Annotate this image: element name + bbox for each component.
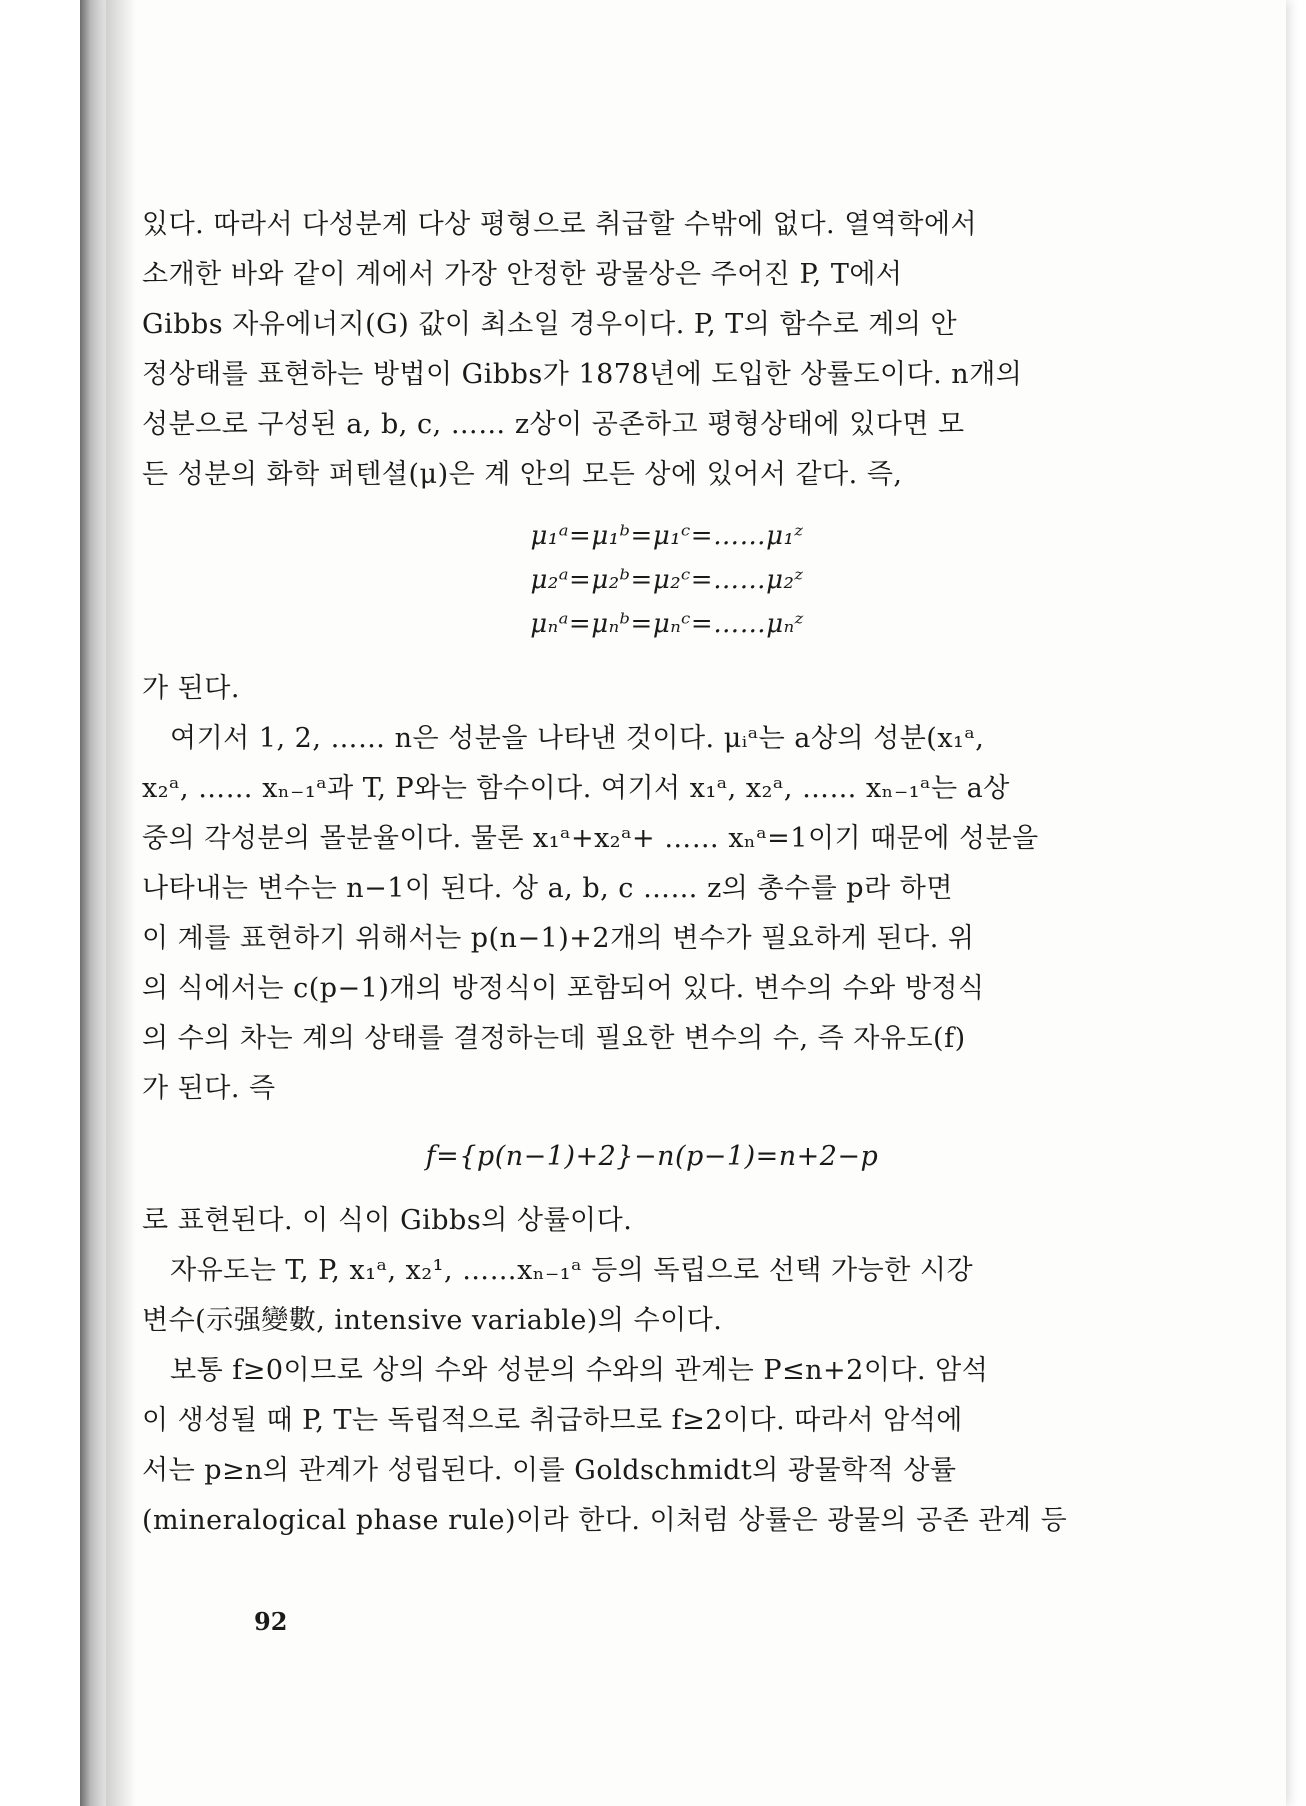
equation-line: μ₁ᵃ=μ₁ᵇ=μ₁ᶜ=……μ₁ᶻ (530, 521, 804, 551)
text-line: 정상태를 표현하는 방법이 Gibbs가 1878년에 도입한 상률도이다. n개의 (142, 359, 1023, 390)
text-line: 자유도는 T, P, x₁ᵃ, x₂¹, ……xₙ₋₁ᵃ 등의 독립으로 선택 가능한 시강 (170, 1255, 974, 1286)
phase-rule-equation: f={p(n−1)+2}−n(p−1)=n+2−p (425, 1141, 879, 1172)
page-gutter-shade (106, 0, 136, 1806)
text-line: 여기서 1, 2, …… n은 성분을 나타낸 것이다. μᵢᵃ는 a상의 성분(x₁ᵃ, (170, 723, 985, 754)
text-line: x₂ᵃ, …… xₙ₋₁ᵃ과 T, P와는 함수이다. 여기서 x₁ᵃ, x₂ᵃ, …… xₙ₋₁ᵃ는 a상 (142, 773, 1010, 804)
text-line: 이 계를 표현하기 위해서는 p(n−1)+2개의 변수가 필요하게 된다. 위 (142, 923, 975, 954)
text-line: 소개한 바와 같이 계에서 가장 안정한 광물상은 주어진 P, T에서 (142, 259, 903, 290)
text-line: 있다. 따라서 다성분계 다상 평형으로 취급할 수밖에 없다. 열역학에서 (142, 209, 978, 240)
text-line: 의 식에서는 c(p−1)개의 방정식이 포함되어 있다. 변수의 수와 방정식 (142, 973, 985, 1004)
equation-line: μₙᵃ=μₙᵇ=μₙᶜ=……μₙᶻ (530, 609, 804, 639)
book-spine (80, 0, 106, 1806)
page-number: 92 (254, 1607, 288, 1636)
paragraph-1 (142, 200, 1162, 500)
paragraph-3: 로 표현된다. 이 식이 Gibbs의 상률이다. (142, 1205, 633, 1236)
page-body (142, 200, 1162, 1546)
text-line: 의 수의 차는 계의 상태를 결정하는데 필요한 변수의 수, 즉 자유도(f) (142, 1023, 966, 1054)
text-line: 든 성분의 화학 퍼텐셜(μ)은 계 안의 모든 상에 있어서 같다. 즉, (142, 459, 903, 490)
paragraph-4 (142, 1246, 1162, 1346)
paragraph-2 (142, 714, 1162, 1114)
equation-line: μ₂ᵃ=μ₂ᵇ=μ₂ᶜ=……μ₂ᶻ (530, 565, 804, 595)
text-line: 변수(示强變數, intensive variable)의 수이다. (142, 1305, 723, 1336)
text-line: 중의 각성분의 몰분율이다. 물론 x₁ᵃ+x₂ᵃ+ …… xₙᵃ=1이기 때문에 성분을 (142, 823, 1039, 854)
text-line: 보통 f≥0이므로 상의 수와 성분의 수와의 관계는 P≤n+2이다. 암석 (170, 1355, 989, 1386)
text-line: 성분으로 구성된 a, b, c, …… z상이 공존하고 평형상태에 있다면 모 (142, 409, 965, 440)
text-line: 가 된다. (142, 673, 240, 704)
text-line: (mineralogical phase rule)이라 한다. 이처럼 상률은 광물의 공존 관계 등 (142, 1505, 1068, 1536)
text-line: 나타내는 변수는 n−1이 된다. 상 a, b, c …… z의 총수를 p라 하면 (142, 873, 953, 904)
chemical-potential-equations (142, 514, 1162, 646)
paragraph-5 (142, 1346, 1162, 1546)
text-line: 서는 p≥n의 관계가 성립된다. 이를 Goldschmidt의 광물학적 상률 (142, 1455, 957, 1486)
text-line: 이 생성될 때 P, T는 독립적으로 취급하므로 f≥2이다. 따라서 암석에 (142, 1405, 963, 1436)
text-line: Gibbs 자유에너지(G) 값이 최소일 경우이다. P, T의 함수로 계의 안 (142, 309, 958, 340)
text-line: 가 된다. 즉 (142, 1073, 276, 1104)
